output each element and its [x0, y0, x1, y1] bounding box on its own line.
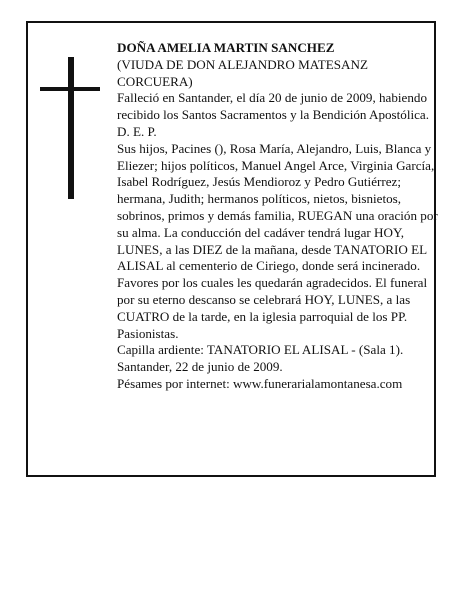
chapel-info: Capilla ardiente: TANATORIO EL ALISAL - (Sala 1).	[117, 342, 404, 358]
condolences: Pésames por internet: www.funerarialamontanesa.com	[117, 375, 403, 391]
cross-horizontal-bar	[40, 87, 100, 91]
obituary-text	[117, 40, 439, 393]
widow-of: (VIUDA DE DON ALEJANDRO MATESANZ CORCUERA)	[117, 56, 368, 89]
cross-vertical-bar	[68, 57, 74, 199]
family-text: Sus hijos, Pacines (), Rosa María, Alejandro, Luis, Blanca y Eliezer; hijos políticos, Manuel Angel Arce, Virginia García, Isabel Rodríguez, Jesús Mendioroz y Pedro Gutiérrez; hermana, Judith; hermanos políticos, nietos, bisnietos, sobrinos, primos y demás familia, RUEGAN una oración por su alma. La conducción del cadáver tendrá lugar HOY, LUNES, a las DIEZ de la mañana, desde TANATORIO EL ALISAL al cementerio de Ciriego, donde será incinerado. Favores por los cuales les quedarán agradecidos. El funeral por su eterno descanso se celebrará HOY, LUNES, a las CUATRO de la tarde, en la iglesia parroquial de los PP. Pasionistas.	[117, 140, 438, 341]
obituary-notice	[26, 21, 436, 477]
place-date: Santander, 22 de junio de 2009.	[117, 359, 283, 375]
death-notice: Falleció en Santander, el día 20 de junio de 2009, habiendo recibido los Santos Sacramentos y la Bendición Apostólica.	[117, 90, 430, 123]
rip: D. E. P.	[117, 123, 157, 139]
deceased-name: DOÑA AMELIA MARTIN SANCHEZ	[117, 40, 335, 55]
